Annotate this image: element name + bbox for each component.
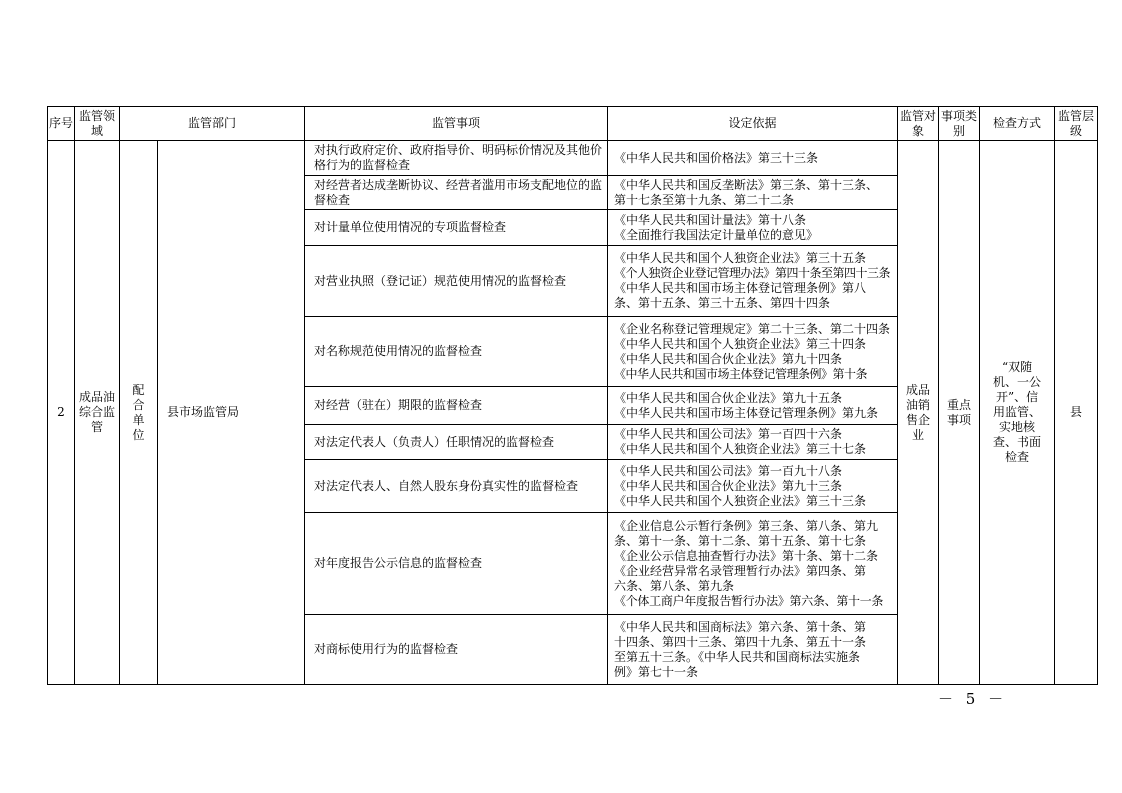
- header-category: 事项类别: [939, 107, 980, 141]
- item-cell: 对经营者达成垄断协议、经营者滥用市场支配地位的监督检查: [305, 176, 608, 210]
- header-method: 检查方式: [980, 107, 1055, 141]
- role-cell: 配合单位: [120, 141, 158, 685]
- item-cell: 对计量单位使用情况的专项监督检查: [305, 210, 608, 246]
- item-cell: 对经营（驻在）期限的监督检查: [305, 387, 608, 425]
- basis-line: 《中华人民共和国合伙企业法》第九十五条: [614, 390, 843, 405]
- basis-cell: [608, 176, 898, 210]
- header-field: 监管领域: [75, 107, 120, 141]
- basis-line: 《中华人民共和国计量法》第十八条: [614, 212, 807, 227]
- basis-line: 《中华人民共和国个人独资企业法》第三十五条: [614, 251, 867, 265]
- basis-line: 《企业信息公示暂行条例》第三条、第八条、第九: [614, 518, 879, 533]
- target-cell: 成品油销售企业: [898, 141, 939, 685]
- basis-cell: [608, 387, 898, 425]
- basis-cell: [608, 210, 898, 246]
- supervision-table: [47, 106, 1098, 685]
- item-cell: 对法定代表人、自然人股东身份真实性的监督检查: [305, 460, 608, 513]
- header-row: [48, 107, 1098, 141]
- basis-cell: [608, 141, 898, 176]
- basis-line: 例》第七十一条: [614, 664, 699, 679]
- basis-line: 条、第十一条、第十二条、第十五条、第十七条: [614, 533, 867, 548]
- header-item: 监管事项: [305, 107, 608, 141]
- basis-line: 第十七条至第十九条、第二十二条: [614, 192, 795, 207]
- method-cell: “双随机、一公开”、信用监管、实地核查、书面检查: [980, 141, 1055, 685]
- item-cell: 对营业执照（登记证）规范使用情况的监督检查: [305, 246, 608, 317]
- basis-line: 《中华人民共和国市场主体登记管理条例》第八: [614, 281, 867, 295]
- basis-line: 《中华人民共和国公司法》第一百九十八条: [614, 463, 843, 478]
- seq-cell: 2: [48, 141, 75, 685]
- basis-line: 《中华人民共和国合伙企业法》第九十三条: [614, 478, 843, 493]
- basis-line: 《中华人民共和国个人独资企业法》第三十四条: [614, 336, 867, 351]
- item-cell: 对法定代表人（负责人）任职情况的监督检查: [305, 425, 608, 460]
- item-cell: 对商标使用行为的监督检查: [305, 615, 608, 685]
- basis-cell: [608, 246, 898, 317]
- basis-line: 十四条、第四十三条、第四十九条、第五十一条: [614, 634, 867, 649]
- basis-line: 条、第十五条、第三十五条、第四十四条: [614, 296, 831, 310]
- basis-line: 《个体工商户年度报告暂行办法》第六条、第十一条: [614, 593, 884, 608]
- basis-cell: [608, 317, 898, 387]
- table-body: [48, 141, 1098, 685]
- basis-line: 《中华人民共和国价格法》第三十三条: [614, 150, 819, 165]
- basis-line: 《全面推行我国法定计量单位的意见》: [614, 227, 819, 242]
- basis-line: 《中华人民共和国商标法》第六条、第十条、第: [614, 619, 867, 634]
- header-level: 监管层级: [1055, 107, 1098, 141]
- header-seq: 序号: [48, 107, 75, 141]
- level-cell: 县: [1055, 141, 1098, 685]
- basis-line: 《中华人民共和国公司法》第一百四十六条: [614, 427, 843, 441]
- category-cell: 重点事项: [939, 141, 980, 685]
- field-cell: 成品油综合监管: [75, 141, 120, 685]
- dept-cell: 县市场监管局: [158, 141, 305, 685]
- item-cell: 对执行政府定价、政府指导价、明码标价情况及其他价格行为的监督检查: [305, 141, 608, 176]
- item-cell: 对年度报告公示信息的监督检查: [305, 513, 608, 615]
- basis-cell: [608, 460, 898, 513]
- header-target: 监管对象: [898, 107, 939, 141]
- item-cell: 对名称规范使用情况的监督检查: [305, 317, 608, 387]
- basis-cell: [608, 425, 898, 460]
- basis-line: 《企业名称登记管理规定》第二十三条、第二十四条: [614, 321, 891, 336]
- basis-line: 《中华人民共和国个人独资企业法》第三十七条: [614, 442, 867, 456]
- basis-line: 《中华人民共和国市场主体登记管理条例》第九条: [614, 405, 879, 420]
- basis-line: 六条、第八条、第九条: [614, 578, 735, 593]
- basis-line: 《中华人民共和国个人独资企业法》第三十三条: [614, 493, 867, 508]
- basis-line: 至第五十三条。《中华人民共和国商标法实施条: [614, 649, 861, 664]
- header-basis: 设定依据: [608, 107, 898, 141]
- basis-cell: [608, 513, 898, 615]
- page-number: － 5 －: [938, 690, 1008, 708]
- header-dept: 监管部门: [120, 107, 305, 141]
- basis-cell: [608, 615, 898, 685]
- basis-line: 《企业经营异常名录管理暂行办法》第四条、第: [614, 563, 867, 578]
- table-row: [48, 141, 1098, 176]
- basis-line: 《中华人民共和国市场主体登记管理条例》第十条: [614, 366, 868, 381]
- basis-line: 《中华人民共和国合伙企业法》第九十四条: [614, 351, 843, 366]
- basis-line: 《中华人民共和国反垄断法》第三条、第十三条、: [614, 177, 879, 192]
- basis-line: 《个人独资企业登记管理办法》第四十条至第四十三条: [614, 266, 891, 280]
- basis-line: 《企业公示信息抽查暂行办法》第十条、第十二条: [614, 548, 879, 563]
